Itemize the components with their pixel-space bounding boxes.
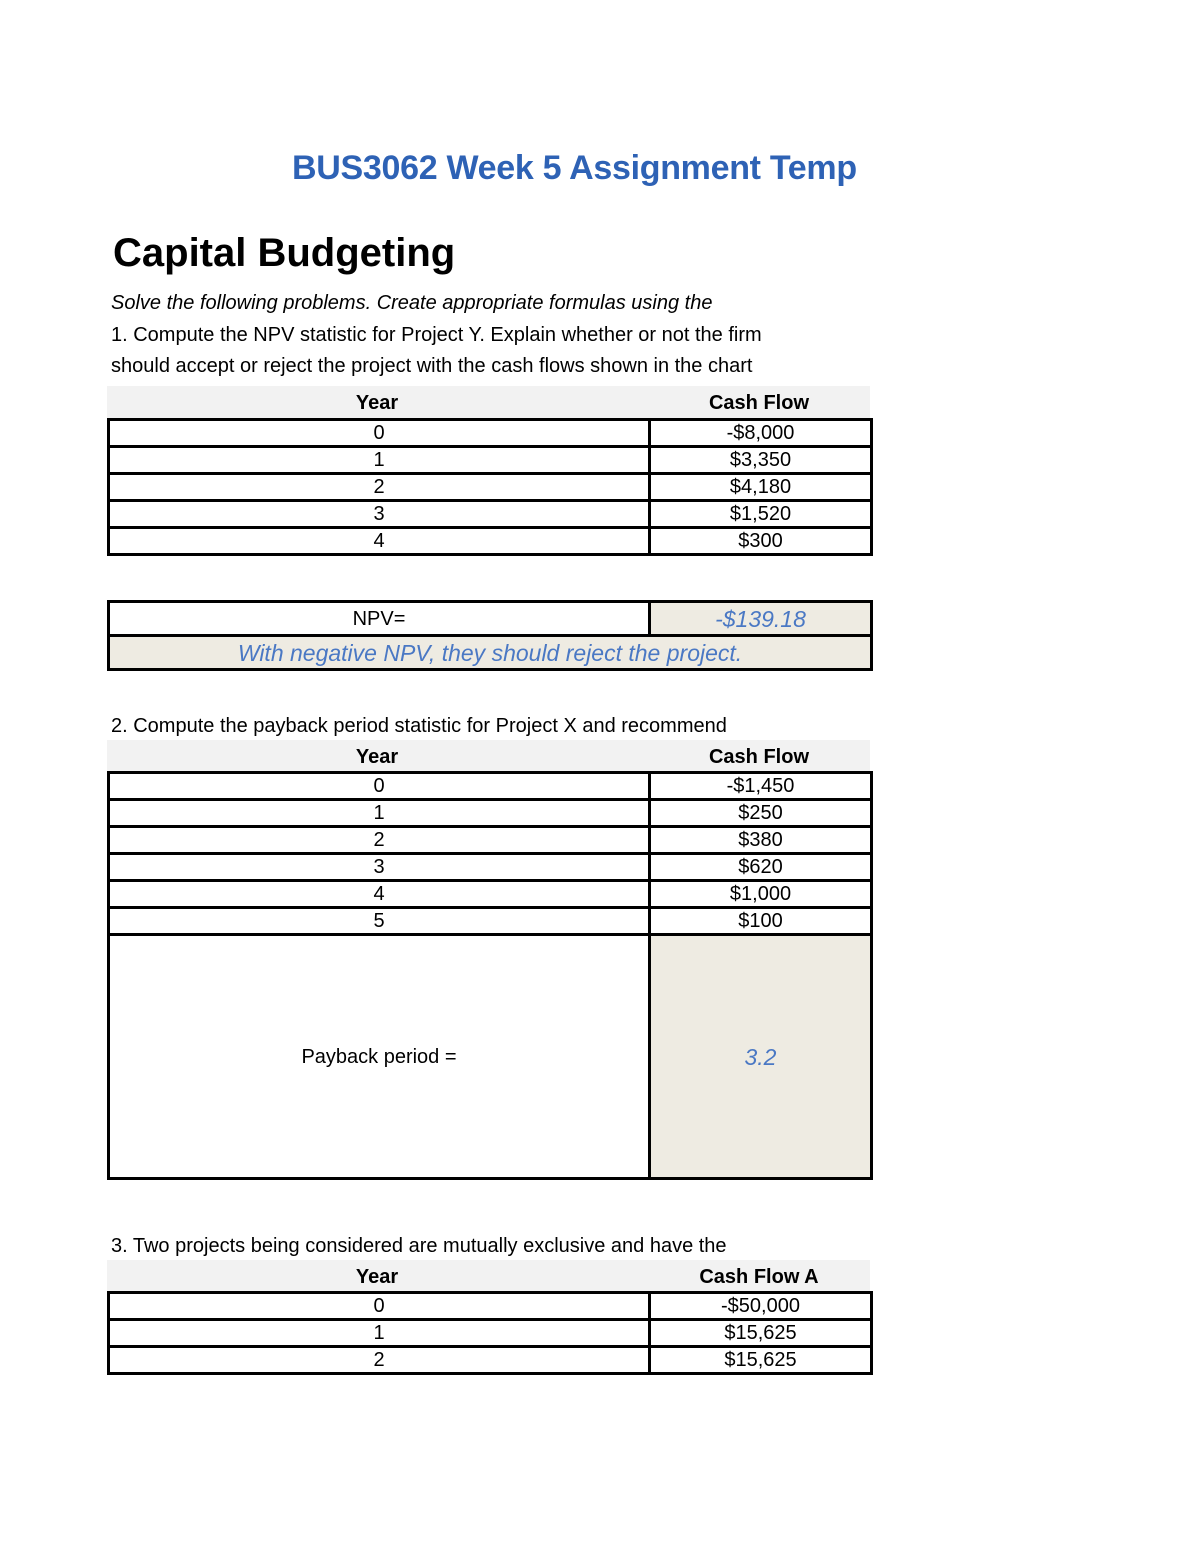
q1-header-cash-flow: Cash Flow xyxy=(708,392,809,414)
q1-prompt-line1: 1. Compute the NPV statistic for Project Y. Explain whether or not the firm xyxy=(111,324,762,346)
npv-label-cell: NPV= xyxy=(109,602,650,636)
year-cell[interactable]: 4 xyxy=(109,881,650,908)
q1-npv-table xyxy=(107,600,873,671)
year-cell[interactable]: 5 xyxy=(109,908,650,935)
table-row xyxy=(109,474,872,501)
table-row xyxy=(109,1293,872,1320)
year-cell[interactable]: 3 xyxy=(109,854,650,881)
table-row xyxy=(109,1347,872,1374)
cash-flow-cell[interactable]: $380 xyxy=(650,827,872,854)
table-row xyxy=(109,420,872,447)
q3-table-header xyxy=(107,1260,870,1294)
year-cell[interactable]: 0 xyxy=(109,773,650,800)
table-row xyxy=(109,501,872,528)
section-title: Capital Budgeting xyxy=(113,231,456,275)
payback-label-cell: Payback period = xyxy=(109,935,650,1179)
cash-flow-cell[interactable]: $100 xyxy=(650,908,872,935)
table-row xyxy=(109,854,872,881)
year-cell[interactable]: 2 xyxy=(109,474,650,501)
q2-header-year: Year xyxy=(355,746,399,768)
payback-value-cell[interactable]: 3.2 xyxy=(650,935,872,1179)
cash-flow-cell[interactable]: -$1,450 xyxy=(650,773,872,800)
year-cell[interactable]: 2 xyxy=(109,827,650,854)
year-cell[interactable]: 0 xyxy=(109,420,650,447)
document-title: BUS3062 Week 5 Assignment Temp xyxy=(292,149,857,187)
cash-flow-a-cell[interactable]: $15,625 xyxy=(650,1320,872,1347)
year-cell[interactable]: 0 xyxy=(109,1293,650,1320)
table-row xyxy=(109,908,872,935)
table-row xyxy=(109,1320,872,1347)
q2-table-header xyxy=(107,740,870,774)
q3-prompt-line1: 3. Two projects being considered are mutually exclusive and have the xyxy=(111,1235,727,1257)
table-row xyxy=(109,827,872,854)
table-row xyxy=(109,881,872,908)
cash-flow-cell[interactable]: -$8,000 xyxy=(650,420,872,447)
q1-table-header xyxy=(107,386,870,420)
table-row xyxy=(109,800,872,827)
cash-flow-cell[interactable]: $620 xyxy=(650,854,872,881)
table-row xyxy=(109,447,872,474)
npv-value-cell[interactable]: -$139.18 xyxy=(650,602,872,636)
q1-cash-flow-table xyxy=(107,418,873,556)
table-row xyxy=(109,528,872,555)
q2-cash-flow-table xyxy=(107,771,873,1180)
instructions-text: Solve the following problems. Create appropriate formulas using the xyxy=(111,292,713,314)
cash-flow-cell[interactable]: $4,180 xyxy=(650,474,872,501)
q2-prompt-line1: 2. Compute the payback period statistic for Project X and recommend xyxy=(111,715,727,737)
q3-header-cash-flow-a: Cash Flow A xyxy=(699,1266,819,1288)
cash-flow-cell[interactable]: $1,000 xyxy=(650,881,872,908)
cash-flow-cell[interactable]: $300 xyxy=(650,528,872,555)
cash-flow-a-cell[interactable]: -$50,000 xyxy=(650,1293,872,1320)
year-cell[interactable]: 3 xyxy=(109,501,650,528)
year-cell[interactable]: 1 xyxy=(109,1320,650,1347)
cash-flow-a-cell[interactable]: $15,625 xyxy=(650,1347,872,1374)
year-cell[interactable]: 1 xyxy=(109,800,650,827)
q1-header-year: Year xyxy=(355,392,399,414)
cash-flow-cell[interactable]: $3,350 xyxy=(650,447,872,474)
cash-flow-cell[interactable]: $250 xyxy=(650,800,872,827)
table-row xyxy=(109,773,872,800)
npv-conclusion-cell[interactable]: With negative NPV, they should reject the project. xyxy=(109,636,872,670)
year-cell[interactable]: 1 xyxy=(109,447,650,474)
q3-header-year: Year xyxy=(355,1266,399,1288)
q1-prompt-line2: should accept or reject the project with the cash flows shown in the chart xyxy=(111,355,753,377)
q3-cash-flow-table xyxy=(107,1291,873,1375)
q2-header-cash-flow: Cash Flow xyxy=(708,746,809,768)
cash-flow-cell[interactable]: $1,520 xyxy=(650,501,872,528)
year-cell[interactable]: 2 xyxy=(109,1347,650,1374)
year-cell[interactable]: 4 xyxy=(109,528,650,555)
